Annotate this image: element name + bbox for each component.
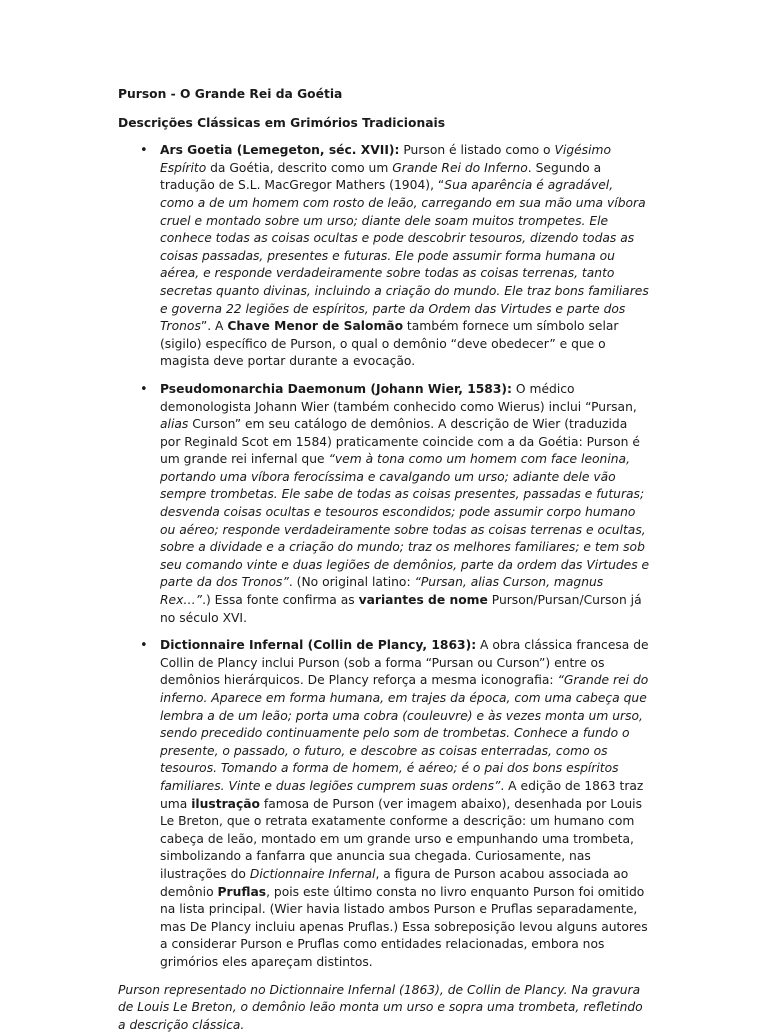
list-item-dictionnaire bbox=[160, 637, 650, 971]
document-title: Purson - O Grande Rei da Goétia bbox=[118, 86, 650, 104]
item-text: ”. A bbox=[201, 319, 228, 333]
item-bold: Chave Menor de Salomão bbox=[227, 319, 403, 333]
item-text: . Segundo a tradução de S.L. MacGregor Mathers (1904), “ bbox=[160, 161, 601, 193]
item-text: também fornece um símbolo selar (sigilo) específico de Purson, o qual o demônio “deve obedecer” e que o magista deve portar durante a evocação. bbox=[160, 319, 618, 368]
item-italic: alias bbox=[160, 417, 188, 431]
item-text: . (No original latino: bbox=[289, 575, 415, 589]
item-text: , a figura de Purson acabou associada ao demônio bbox=[160, 867, 628, 899]
item-italic: Grande Rei do Inferno bbox=[392, 161, 528, 175]
list-item-pseudomonarchia bbox=[160, 381, 650, 627]
source-list bbox=[118, 142, 650, 971]
item-text: O médico demonologista Johann Wier (também conhecido como Wierus) inclui “Pursan, bbox=[160, 382, 637, 414]
item-text: Curson” em seu catálogo de demônios. A descrição de Wier (traduzida por Reginald Scot em 1584) praticamente coincide com a da Goétia: Purson é um grande rei infernal que bbox=[160, 417, 640, 466]
item-quote: “Grande rei do inferno. Aparece em forma humana, em trajes da época, com uma cabeça que lembra a de um leão; porta uma cobra (couleuvre) e às vezes monta um urso, sendo precedido continuamente pelo som de trombetas. Conhece a fundo o presente, o passado, o futuro, e descobre as coisas enterradas, como os tesouros. Tomando a forma de homem, é aéreo; é o pai dos bons espíritos familiares. Vinte e duas legiões cumprem suas ordens” bbox=[160, 673, 648, 793]
item-quote: Sua aparência é agradável, como a de um homem com rosto de leão, carregando em sua mão uma víbora cruel e montado sobre um urso; diante dele soam muitos trompetes. Ele conhece todas as coisas ocultas e pode descobrir tesouros, dizendo todas as coisas passadas, presentes e futuras. Ele pode assumir forma humana ou aérea, e responde verdadeiramente sobre todas as coisas terrenas, tanto secretas quanto divinas, incluindo a criação do mundo. Ele traz bons familiares e governa 22 legiões de espíritos, parte da Ordem das Virtudes e parte dos Tronos bbox=[160, 178, 649, 333]
item-heading: Pseudomonarchia Daemonum (Johann Wier, 1583): bbox=[160, 382, 512, 396]
item-text: Purson é listado como o bbox=[399, 143, 554, 157]
item-bold: Pruflas bbox=[218, 885, 267, 899]
item-text: , pois este último consta no livro enquanto Purson foi omitido na lista principal. (Wier havia listado ambos Purson e Pruflas separadamente, mas De Plancy incluiu apenas Pruflas.) Essa sobreposição levou alguns autores a considerar Purson e Pruflas como entidades relacionadas, embora nos grimórios eles apareçam distintos. bbox=[160, 885, 648, 969]
item-heading: Dictionnaire Infernal (Collin de Plancy, 1863): bbox=[160, 638, 476, 652]
item-italic: Dictionnaire Infernal bbox=[250, 867, 376, 881]
image-caption: Purson representado no Dictionnaire Infernal (1863), de Collin de Plancy. Na gravura de Louis Le Breton, o demônio leão monta um urso e sopra uma trombeta, refletindo a descrição clássica. bbox=[118, 982, 650, 1034]
item-italic: “Pursan, alias Curson, magnus Rex…” bbox=[160, 575, 603, 607]
item-text: . A edição de 1863 traz uma bbox=[160, 779, 643, 811]
item-bold: variantes de nome bbox=[359, 593, 488, 607]
item-quote: “vem à tona como um homem com face leonina, portando uma víbora ferocíssima e cavalgando um urso; adiante dele vão sempre trombetas. Ele sabe de todas as coisas presentes, passadas e futuras; desvenda coisas ocultas e tesouros escondidos; pode assumir corpo humano ou aéreo; responde verdadeiramente sobre todas as coisas terrenas e ocultas, sobre a dividade e a criação do mundo; traz os melhores familiares; e tem sob seu comando vinte e duas legiões de demônios, parte da ordem das Virtudes e parte da dos Tronos” bbox=[160, 452, 649, 589]
item-italic: Vigésimo Espírito bbox=[160, 143, 611, 175]
item-bold: ilustração bbox=[191, 797, 260, 811]
item-text: famosa de Purson (ver imagem abaixo), desenhada por Louis Le Breton, que o retrata exatamente conforme a descrição: um humano com cabeça de leão, montado em um grande urso e empunhando uma trombeta, simbolizando a fanfarra que anuncia sua chegada. Curiosamente, nas ilustrações do bbox=[160, 797, 642, 881]
item-heading: Ars Goetia (Lemegeton, séc. XVII): bbox=[160, 143, 399, 157]
item-text: .) Essa fonte confirma as bbox=[202, 593, 359, 607]
item-text: da Goétia, descrito como um bbox=[206, 161, 392, 175]
section-heading: Descrições Clássicas em Grimórios Tradicionais bbox=[118, 115, 650, 133]
list-item-ars-goetia bbox=[160, 142, 650, 371]
item-text: Purson/Pursan/Curson já no século XVI. bbox=[160, 593, 642, 625]
item-text: A obra clássica francesa de Collin de Plancy inclui Purson (sob a forma “Pursan ou Curson”) entre os demônios hierárquicos. De Plancy reforça a mesma iconografia: bbox=[160, 638, 649, 687]
